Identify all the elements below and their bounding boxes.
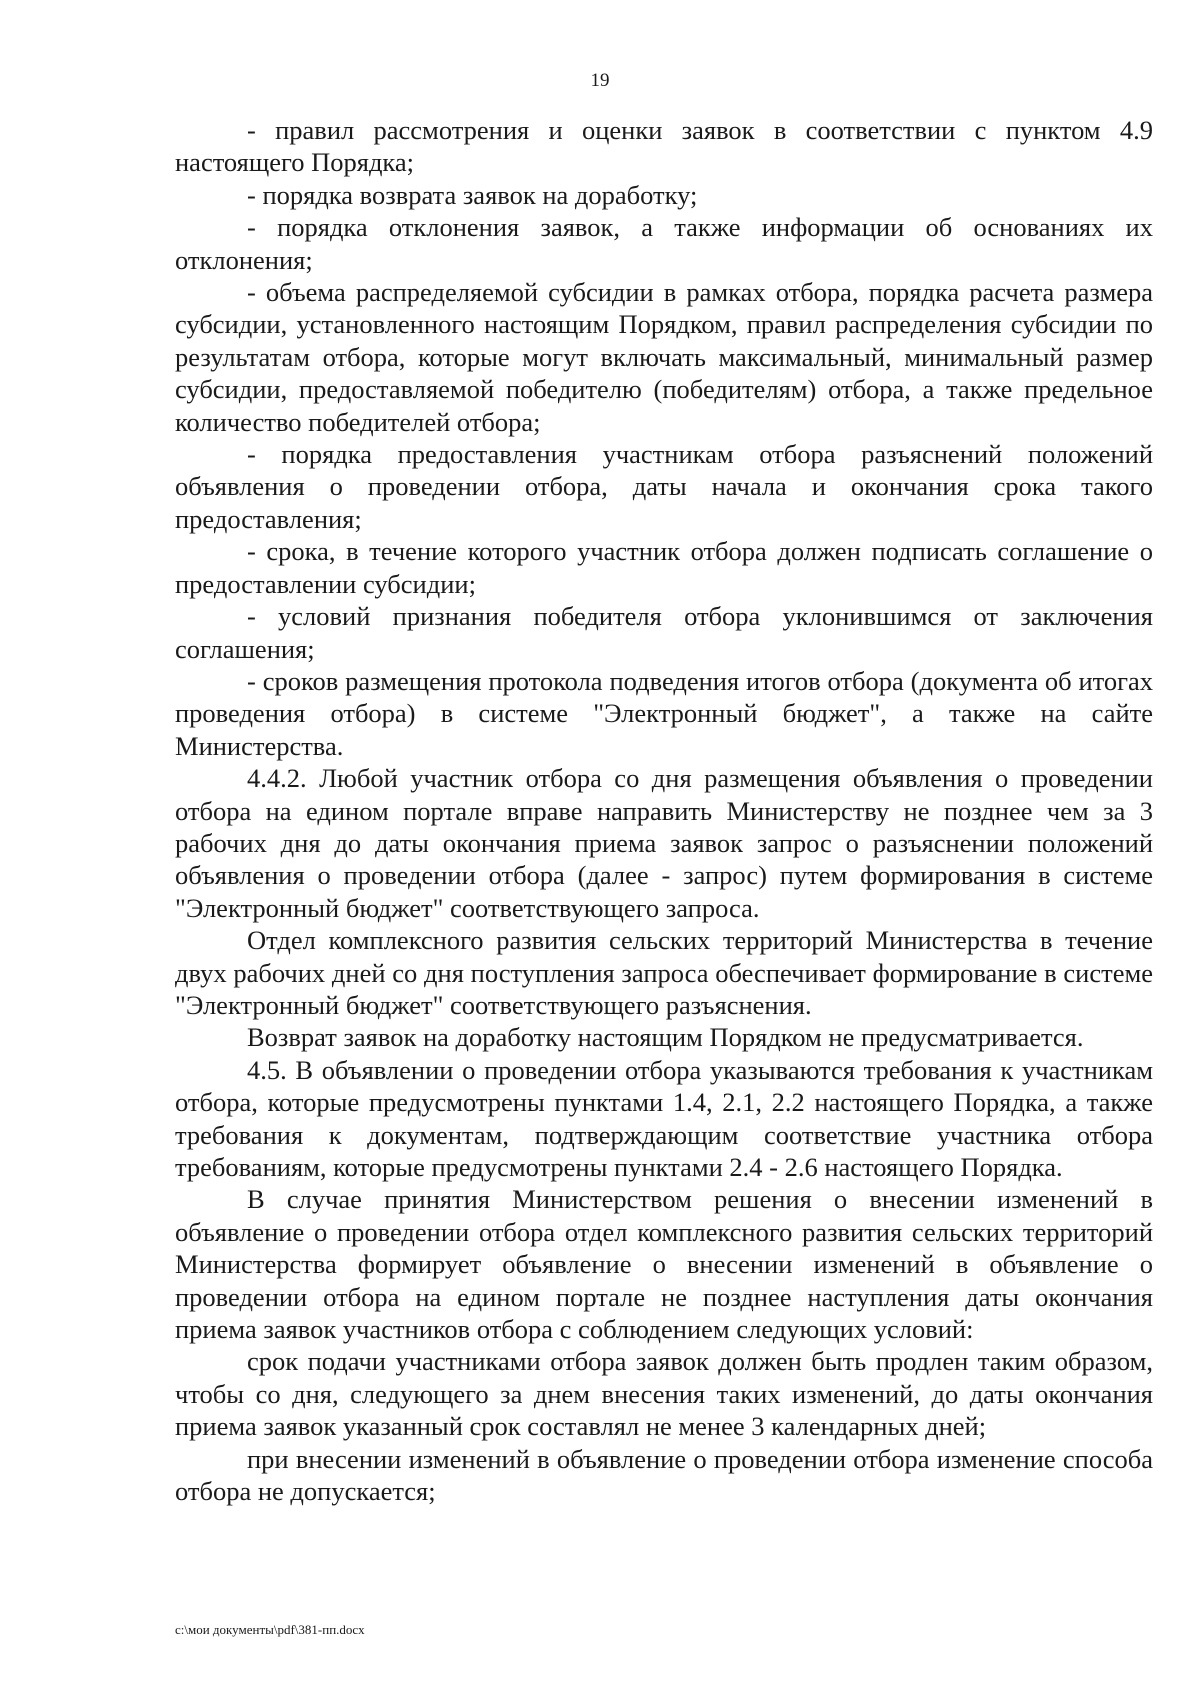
paragraph: - порядка отклонения заявок, а также информации об основаниях их отклонения;	[175, 212, 1153, 275]
paragraph: - порядка возврата заявок на доработку;	[247, 179, 698, 210]
paragraph: срок подачи участниками отбора заявок должен быть продлен таким образом, чтобы со дня, следующего за днем внесения таких изменений, до даты окончания приема заявок указанный срок составлял не менее 3 календарных дней;	[175, 1346, 1153, 1442]
paragraph: 4.5. В объявлении о проведении отбора указываются требования к участникам отбора, которые предусмотрены пунктами 1.4, 2.1, 2.2 настоящего Порядка, а также требования к документам, подтверждающим соответствие участника отбора требованиям, которые предусмотрены пунктами 2.4 - 2.6 настоящего Порядка.	[175, 1054, 1153, 1182]
paragraph: при внесении изменений в объявление о проведении отбора изменение способа отбора не допускается;	[175, 1443, 1153, 1507]
paragraph: - объема распределяемой субсидии в рамках отбора, порядка расчета размера субсидии, установленного настоящим Порядком, правил распределения субсидии по результатам отбора, которые могут включать максимальный, минимальный размер субсидии, предоставляемой победителю (победителям) отбора, а также предельное количество победителей отбора;	[175, 277, 1153, 437]
paragraph: - порядка предоставления участникам отбора разъяснений положений объявления о проведении отбора, даты начала и окончания срока такого предоставления;	[175, 439, 1153, 534]
document-body	[175, 114, 1153, 1507]
page-number: 19	[590, 70, 610, 91]
paragraph: Возврат заявок на доработку настоящим Порядком не предусматривается.	[247, 1022, 1084, 1053]
paragraph: В случае принятия Министерством решения о внесении изменений в объявление о проведении отбора отдел комплексного развития сельских территорий Министерства формирует объявление о внесении изменений в объявление о проведении отбора на едином портале не позднее наступления даты окончания приема заявок участников отбора с соблюдением следующих условий:	[175, 1184, 1153, 1345]
paragraph: Отдел комплексного развития сельских территорий Министерства в течение двух рабочих дней со дня поступления запроса обеспечивает формирование в системе "Электронный бюджет" соответствующего разъяснения.	[175, 925, 1153, 1020]
paragraph: - условий признания победителя отбора уклонившимся от заключения соглашения;	[175, 601, 1153, 664]
paragraph: - правил рассмотрения и оценки заявок в соответствии с пунктом 4.9 настоящего Порядка;	[175, 115, 1153, 178]
paragraph: - сроков размещения протокола подведения итогов отбора (документа об итогах проведения отбора) в системе "Электронный бюджет", а также на сайте Министерства.	[175, 665, 1153, 761]
footer-file-path: c:\мои документы\pdf\381-пп.docx	[175, 1622, 365, 1637]
paragraph: - срока, в течение которого участник отбора должен подписать соглашение о предоставлении субсидии;	[175, 536, 1153, 599]
paragraph: 4.4.2. Любой участник отбора со дня размещения объявления о проведении отбора на едином портале вправе направить Министерству не позднее чем за 3 рабочих дня до даты окончания приема заявок запрос о разъяснении положений объявления о проведении отбора (далее - запрос) путем формирования в системе "Электронный бюджет" соответствующего запроса.	[175, 763, 1153, 923]
